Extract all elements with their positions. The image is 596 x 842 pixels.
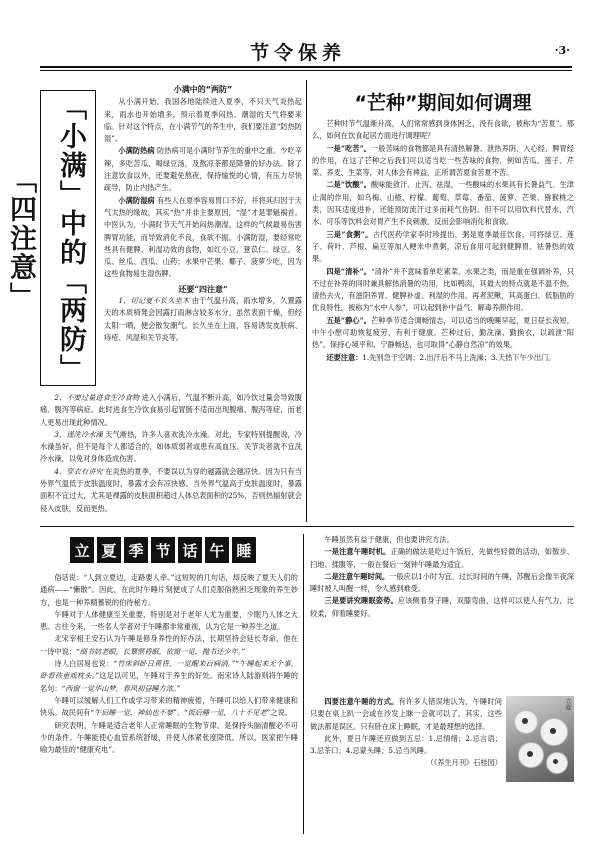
- column-divider-bottom: [303, 534, 304, 834]
- header-rule-thin: [40, 70, 572, 71]
- mangzhong-article: [312, 118, 574, 522]
- page-number: ·3·: [554, 44, 570, 57]
- mangzhong-p3: 三是“食粥”。古代医药学家李时珍提出，粥是夏季最佳饮食，可将绿豆、莲子、荷叶、芦根、扁豆等加入粳米中煮粥，凉后食用可起到健脾胃、祛暑热的效果。: [312, 229, 574, 264]
- lixia-article-right: [310, 534, 574, 694]
- photo-caption: 立夏: [564, 698, 571, 710]
- xiaoman-vertical-title: 「小满」中的「两防」「四注意」: [40, 90, 96, 386]
- xiaoman-intro: 从小满开始，我国各地陆续进入夏季，不只天气炎热起来，雨水也开始增多，预示着夏季闷热、潮湿的天气将要来临。针对这个特点，在小满节气的养生中，我们要注意“防热防湿”。: [104, 97, 302, 144]
- mangzhong-p5: 五是“静心”。芒种季节适合调畅情志，可以适当的晚睡早起，夏日昼长夜短，中午小憩可助恢复疲劳，有利于健康。芒种过后，勤洗澡、勤换衣，以疏泄“阳热”。保持心境平和，宁静畅达，也可取得“心静自然凉”的效果。: [312, 315, 574, 350]
- lixia-r5: 三是要讲究睡眠姿势。应该侧着身子睡，双膝弯曲，这样可以使人有气力，比较柔，仰着睡要好。: [310, 596, 574, 618]
- lixia-p2: 午睡对于人体健康至关重要，特别是对于老年人尤为重要，少眠乃人体之大患。古往今来，一些名人学者对于午睡都非常重视，认为它是一种养生之道。: [40, 609, 298, 632]
- xiaoman-item-2: 2、不要过量进食生冷食物 进入小满后，气温不断升高，如冷饮过量会导致腹痛、腹泻等病症。此时进食生冷饮食易引起胃肠不适而出现腹痛、腹泻等症，而老人更易出现此种情况。: [40, 393, 302, 427]
- lixia-title-char: 夏: [97, 537, 121, 563]
- mangzhong-p1: 一是“吃苦”。一般苦味的食物都是具有清热解暑、泄热养阴、入心经、脾胃经的作用，在这了芒种之后我们可以适当吃一些苦味的食物，例如苦瓜、莲子、芹菜、荞麦、生菜等，对人体会有裨益，正所谓苦夏食苦夏不苦。: [312, 143, 574, 178]
- lixia-r7: 此外，夏日午睡还应做到五忌：1.忌情绪；2.忌言语；3.忌茶口；4.忌蒙头睡；5.忌当风睡。: [310, 733, 502, 756]
- mangzhong-p6: 还要注意：1.先别急于空调；2.出汗后不马上洗澡；3.天热下午少出门。: [326, 352, 556, 362]
- xiaoman-fangshi: 小满防湿病 有些人在夏季容易胃口不好，并将其归因于天气太热的缘故，其实“热”并非主要原因，“湿”才是罪魁祸首。中医认为，小满时节天气开始闷热潮湿，这样的气候最易伤害脾胃功能，而导致消化不良，食欲不振。小满防湿，要经常吃些具有健脾、利湿功效的食物，如红小豆、薏苡仁、绿豆、冬瓜、丝瓜、西瓜、山药；水果中芒果、椰子、菠萝少吃，因为这些食物易生湿伤脾。: [104, 195, 302, 279]
- xiaoman-sizhuyi-heading: 还要“四注意”: [178, 283, 228, 294]
- lixia-p5: 午睡可以缓解人们工作或学习带来的精神疲倦，午睡可以给人们带来健康和快乐。故民间有“午后睡一觉，神仙也不要”、“饭后睡一觉，八十不见老”之说。: [40, 695, 298, 718]
- xiaoman-item-3: 3、谨洗冷水澡 天气渐热，许多人喜欢洗冷水澡。对此，专家特别提醒说，冷水澡虽好，但不是每个人都适合的，如体质弱者或患有高血压、关节炎者就不宜洗冷水澡，以免对身体造成伤害。: [40, 429, 302, 464]
- lixia-title-char: 立: [70, 537, 94, 563]
- section-divider: [40, 526, 574, 527]
- lixia-p6: 研究表明，午睡是适合老年人正常睡眠的生物节律，是保持头脑清醒必不可少的条件。午睡能使心血管系统舒缓，并使人体紧张度降低。所以，医家把午睡喻为最佳的“健康充电”。: [40, 720, 298, 755]
- lixia-source: （《养生月刊》石桂园）: [426, 758, 502, 768]
- section-title: 节令保养: [249, 42, 346, 64]
- xiaoman-item-1: 1、切记夏不长久坐木 由于气温升高，雨水增多，久置露天的木质椅凳会因露打雨淋含较多水分，虽然表面干燥，但经太阳一晒，便会散发潮气。长久坐在上面，容易诱发皮肤病、痔疮、风湿和关节炎等。: [104, 296, 302, 342]
- mangzhong-title: “芒种”期间如何调理: [354, 92, 532, 114]
- lixia-p3: 北宋宰相王安石认为午睡是修身养性的好办法，长期坚持会延长寿命，他在一诗中说：“细书妨老眼，长簟惬昏眠，依窗一觉，抛书还少年。”: [40, 634, 298, 656]
- xiaoman-article-cont: [40, 392, 302, 522]
- column-divider: [306, 80, 307, 522]
- lixia-r4: 二是注意午睡时间。一般应以1小时为宜。过长时间的午睡，苏醒后会像半夜深睡时被人叫醒一样，令人感到难受。: [310, 571, 574, 594]
- flower-photo: [506, 696, 574, 782]
- lixia-title-char: 季: [124, 537, 148, 563]
- mangzhong-p2: 二是“饮酸”。酸味能敛汗、止泻、祛湿，一些酸味的水果具有长暑益气、生津止渴的作用，如乌梅、山楂、柠檬、葡萄、草莓、番茄、菠萝、芒果、猕猴桃之类，因其适度进补，还能预防流汗过多而耗气伤阴。但不可以用饮料代替水，汽水、可乐等饮料会对胃产生不良刺激，反而会影响消化和食欲。: [312, 180, 574, 227]
- lixia-title-char: 睡: [232, 537, 256, 563]
- lixia-title-char: 节: [151, 537, 175, 563]
- mangzhong-p4: 四是“清补”。“清补”并不意味着单吃素菜、水果之类，而是重在强调补养，只不过在补养的同时兼具解热消暑的功用，比如鸭肉，其最大的特点就是不温不热，清热去火，有滋阴养胃、健脾补虚、利湿的作用。再者泥鳅，其高蛋白、低脂肪的优良特性，被称为“水中人参”，可以起到补中益气、解毒养颜作用。: [312, 266, 574, 313]
- mangzhong-intro: 芒种时节气温渐升高，人们常常感到身体困乏，没有食欲，被称为“苦夏”。那么，如何在饮食起居方面进行调理呢？: [312, 119, 574, 141]
- lixia-article-right-cont: [310, 696, 502, 836]
- lixia-article-left: [40, 572, 298, 834]
- lixia-p4: 诗人白居易也说：“竹床斜卧日黄昏，一觉醒来百病消。”“午睡起来无个事，卧看孩童戏枕头。”这足以可见，午睡对于养生的好处。南宋诗人陆游则将午睡的名句：“西窗一觉华山梦，春风初昼睡方浓。”: [40, 659, 298, 693]
- header-rule: [40, 66, 572, 68]
- lixia-title-char: 午: [205, 537, 229, 563]
- xiaoman-fangre: 小满防热病 防热病可是小满时节养生的重中之重。少吃辛辣，多吃苦瓜、喝绿豆汤，及熬凉茶都是降暑的好办法。除了注意饮食以外，还要避免熬夜，保持愉悦的心情，有压力尽快疏导，防止内热产生。: [104, 146, 302, 193]
- lixia-title-char: 话: [178, 537, 202, 563]
- lixia-r6: 四要注意午睡的方式。有许多人错误地认为，午睡时间只要在桌上趴一会或在沙发上眯一会就可以了，其实，这些做法都是误区。只有卧在床上睡眠，才是最理想的选择。: [310, 697, 502, 731]
- xiaoman-item-4: 4、穿衣有讲究 在炎热的夏季，不要误以为穿的越露就会越凉快。因为只有当外界气温低于皮肤温度时，暴露才会有凉快感。当外界气温高于皮肤温度时，暴露面积不宜过大，尤其是裸露的皮肤面积超过人体总表面积的25%，否则热辐射就会侵入皮肤，反而更热。: [40, 466, 302, 513]
- lixia-title: [70, 537, 270, 567]
- lixia-p1: 俗话说：“人到立夏边，走路要人牵。”这短短的几句话，却反映了夏天人们的通病——“懒散”。因此，在此时午睡片刻便成了人们克服俗熟困乏现象的养生妙方，也是一种养精蓄锐的伯待秘方。: [40, 573, 298, 607]
- lixia-r2: 午睡虽然有益于健康，但也要讲究方法。: [324, 535, 454, 544]
- lixia-r3: 一是注意午睡时机。正确的做法是吃过午饭后，先做些轻微的活动，如散步、扫地、揉腹等，一般在餐后一刻钟午睡最为适宜。: [310, 547, 574, 569]
- xiaoman-heading: 小满中的“两防”: [173, 85, 233, 94]
